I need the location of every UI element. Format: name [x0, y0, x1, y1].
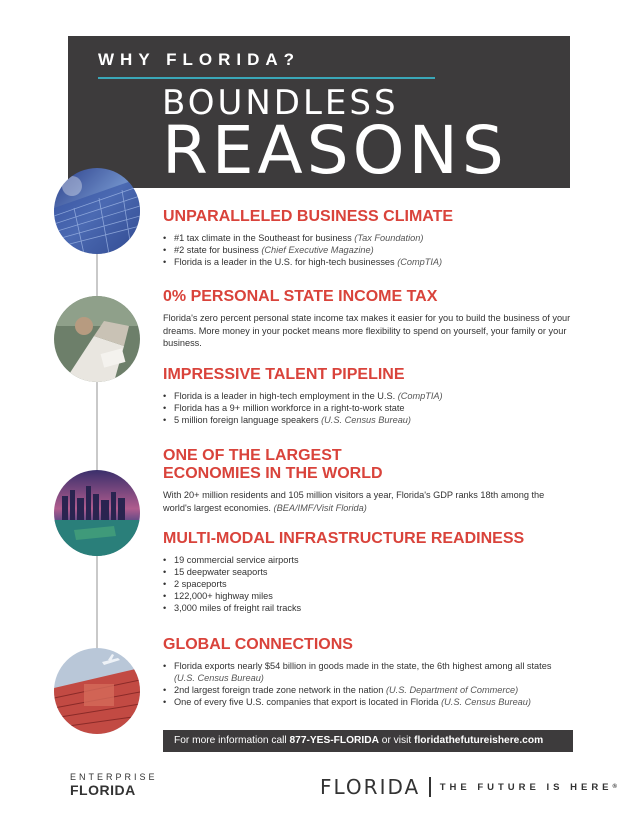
- business-meeting-photo: [54, 296, 140, 382]
- shipping-containers-photo: [54, 648, 140, 734]
- headline-line-2: REASONS: [162, 112, 508, 189]
- section-title: MULTI-MODAL INFRASTRUCTURE READINESS: [163, 530, 525, 547]
- headline-line-1: BOUNDLESS: [162, 83, 399, 123]
- timeline-line: [96, 170, 98, 730]
- list-item: • 122,000+ highway miles: [163, 590, 573, 602]
- list-item: • Florida is a leader in the U.S. for high-tech businesses (CompTIA): [163, 256, 573, 268]
- kicker: WHY FLORIDA?: [98, 50, 301, 69]
- section-income-tax: [163, 288, 573, 350]
- list-item: • #1 tax climate in the Southeast for business (Tax Foundation): [163, 232, 573, 244]
- list-item: • One of every five U.S. companies that export is located in Florida (U.S. Census Bureau): [163, 696, 573, 708]
- section-infrastructure: [163, 530, 573, 614]
- section-title-line-2: ECONOMIES IN THE WORLD: [163, 465, 383, 482]
- brand-divider: [429, 777, 431, 797]
- cta-website-link[interactable]: floridathefutureishere.com: [414, 735, 544, 746]
- bullet-list: [163, 390, 573, 426]
- brand-tagline: THE FUTURE IS HERE: [439, 781, 613, 793]
- list-item: • 3,000 miles of freight rail tracks: [163, 602, 573, 614]
- section-business-climate: [163, 208, 573, 268]
- list-item: • 15 deepwater seaports: [163, 566, 573, 578]
- bullet-list: [163, 660, 573, 708]
- enterprise-florida-logo: ENTERPRISE FLORIDA: [70, 772, 158, 798]
- list-item: • #2 state for business (Chief Executive Magazine): [163, 244, 573, 256]
- section-largest-economies: [163, 447, 573, 514]
- list-item: • 19 commercial service airports: [163, 554, 573, 566]
- section-title: 0% PERSONAL STATE INCOME TAX: [163, 288, 438, 305]
- section-title: UNPARALLELED BUSINESS CLIMATE: [163, 208, 454, 225]
- section-title-line-1: ONE OF THE LARGEST: [163, 447, 342, 464]
- list-item: • 2 spaceports: [163, 578, 573, 590]
- miami-skyline-photo: [54, 470, 140, 556]
- cta-bar: For more information call 877-YES-FLORIDA or visit floridathefutureishere.com: [163, 730, 573, 752]
- list-item: • Florida exports nearly $54 billion in goods made in the state, the 6th highest among all states (U.S. Census Bureau): [163, 660, 573, 684]
- registered-mark: ®: [612, 784, 617, 790]
- list-item: • 2nd largest foreign trade zone network in the nation (U.S. Department of Commerce): [163, 684, 573, 696]
- section-title: GLOBAL CONNECTIONS: [163, 636, 353, 653]
- bullet-list: [163, 554, 573, 614]
- list-item: • Florida is a leader in high-tech employment in the U.S. (CompTIA): [163, 390, 573, 402]
- header-banner: [68, 36, 570, 188]
- list-item: • Florida has a 9+ million workforce in a right-to-work state: [163, 402, 573, 414]
- section-paragraph: With 20+ million residents and 105 million visitors a year, Florida's GDP ranks 18th among the world's largest economies. (BEA/IMF/Visit Florida): [163, 490, 545, 513]
- bullet-list: [163, 232, 573, 268]
- cta-phone[interactable]: 877-YES-FLORIDA: [289, 735, 379, 746]
- section-title: IMPRESSIVE TALENT PIPELINE: [163, 366, 405, 383]
- skyscraper-photo: [54, 168, 140, 254]
- list-item: • 5 million foreign language speakers (U.S. Census Bureau): [163, 414, 573, 426]
- section-talent-pipeline: [163, 366, 573, 426]
- kicker-underline: [98, 77, 435, 79]
- section-paragraph: Florida's zero percent personal state income tax makes it easier for you to build the business of your dreams. More money in your pocket means more flexibility to spend on yourself, your family or your business.: [163, 313, 571, 348]
- brand-wordmark: FLORIDA: [320, 775, 421, 799]
- florida-brand-logo: [320, 775, 617, 799]
- section-global-connections: [163, 636, 573, 708]
